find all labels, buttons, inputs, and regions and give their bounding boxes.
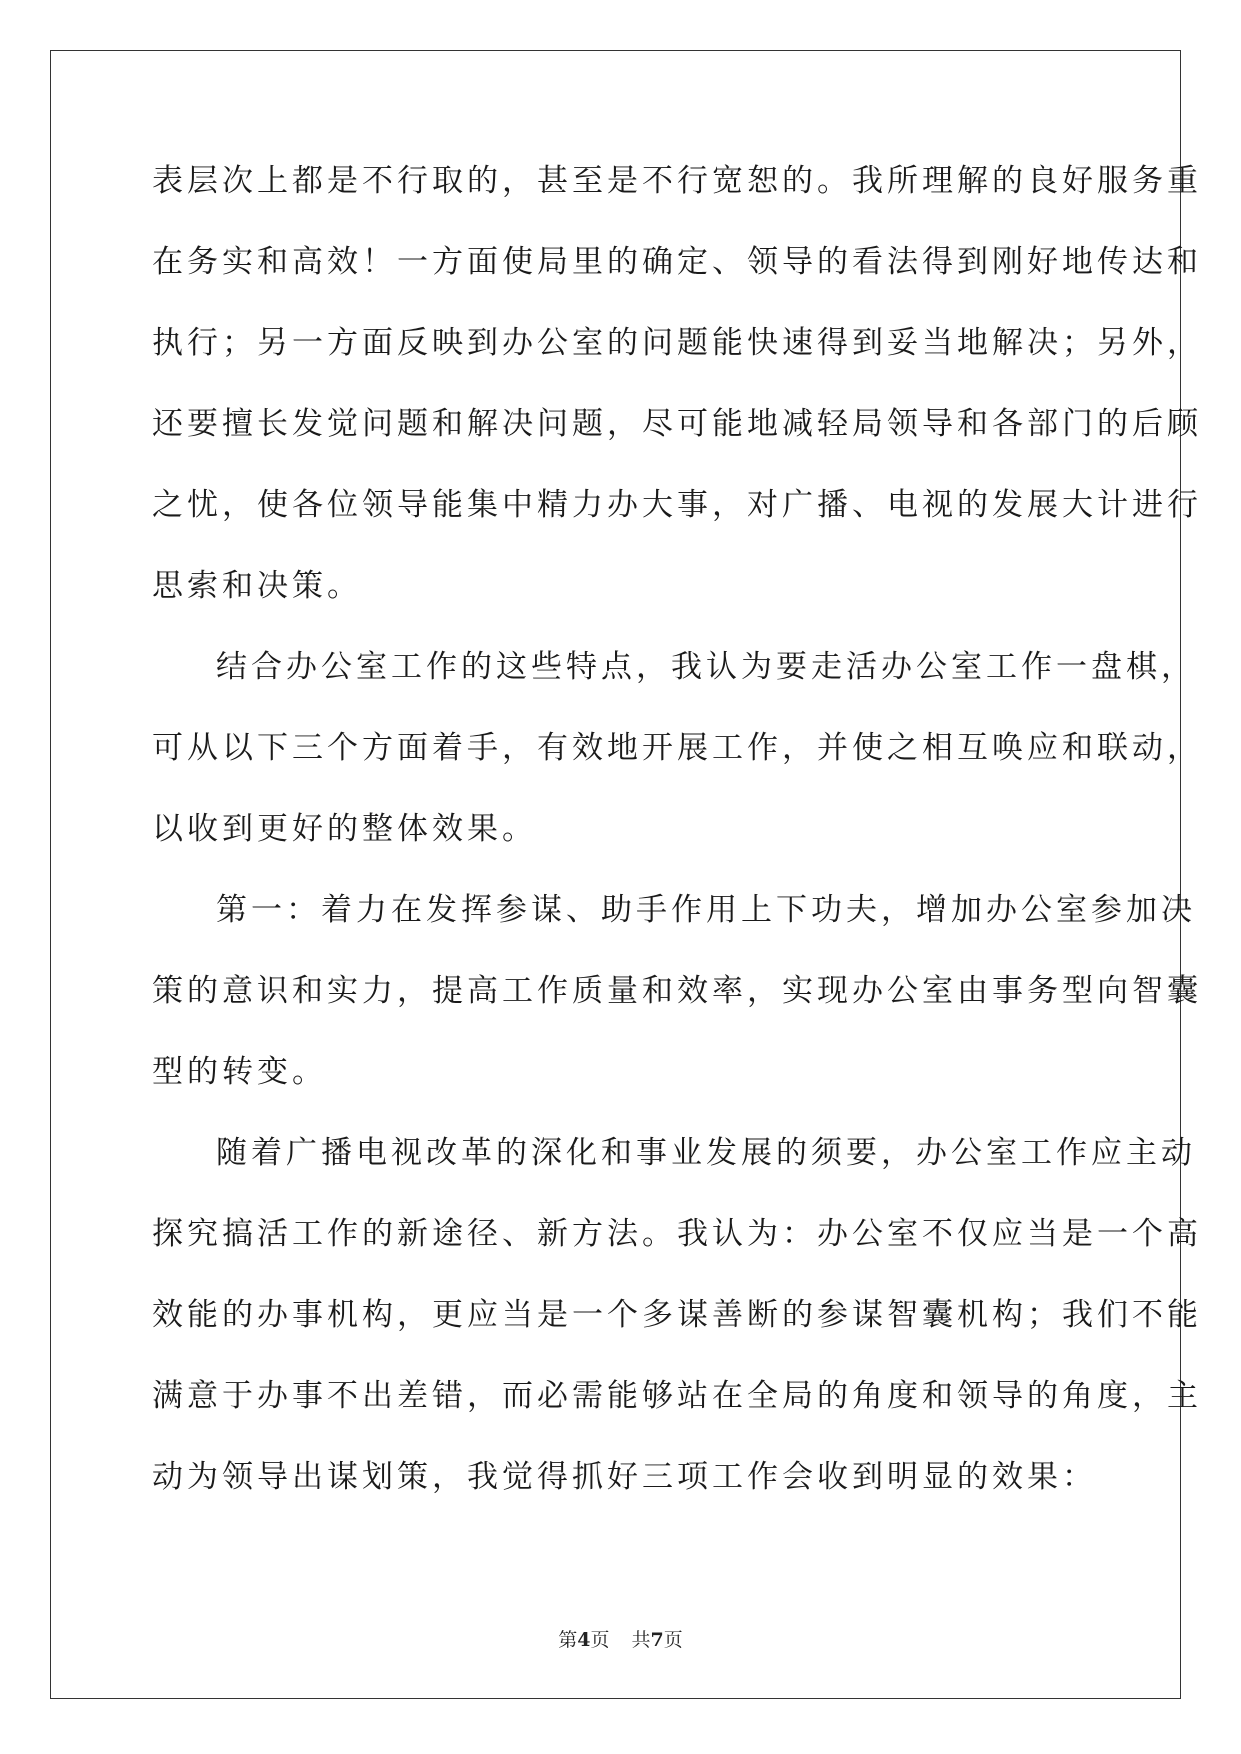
document-body — [152, 160, 1202, 1537]
page-suffix: 页 — [590, 1629, 610, 1651]
text-line: 可从以下三个方面着手，有效地开展工作，并使之相互唤应和联动， — [152, 730, 1202, 766]
text-line: 探究搞活工作的新途径、新方法。我认为：办公室不仅应当是一个高 — [152, 1216, 1202, 1252]
page-prefix: 第 — [558, 1629, 578, 1651]
text-line: 表层次上都是不行取的，甚至是不行宽恕的。我所理解的良好服务重 — [152, 163, 1202, 199]
text-line: 思索和决策。 — [152, 568, 362, 604]
text-line: 以收到更好的整体效果。 — [152, 811, 537, 847]
text-line: 在务实和高效！一方面使局里的确定、领导的看法得到刚好地传达和 — [152, 244, 1202, 280]
total-pages-number: 7 — [650, 1629, 664, 1651]
page-footer — [0, 1625, 1241, 1652]
text-line: 还要擅长发觉问题和解决问题，尽可能地减轻局领导和各部门的后顾 — [152, 406, 1202, 442]
text-line: 型的转变。 — [152, 1054, 327, 1090]
text-line: 随着广播电视改革的深化和事业发展的须要，办公室工作应主动 — [216, 1135, 1196, 1171]
text-line: 执行；另一方面反映到办公室的问题能快速得到妥当地解决；另外， — [152, 325, 1202, 361]
text-line: 策的意识和实力，提高工作质量和效率，实现办公室由事务型向智囊 — [152, 973, 1202, 1009]
text-line: 第一：着力在发挥参谋、助手作用上下功夫，增加办公室参加决 — [216, 892, 1196, 928]
text-line: 满意于办事不出差错，而必需能够站在全局的角度和领导的角度，主 — [152, 1378, 1202, 1414]
total-suffix: 页 — [663, 1629, 683, 1651]
text-line: 效能的办事机构，更应当是一个多谋善断的参谋智囊机构；我们不能 — [152, 1297, 1202, 1333]
current-page-number: 4 — [577, 1629, 591, 1651]
text-line: 动为领导出谋划策，我觉得抓好三项工作会收到明显的效果： — [152, 1459, 1097, 1495]
text-line: 结合办公室工作的这些特点，我认为要走活办公室工作一盘棋， — [216, 649, 1196, 685]
text-line: 之忧，使各位领导能集中精力办大事，对广播、电视的发展大计进行 — [152, 487, 1202, 523]
total-prefix: 共 — [631, 1629, 651, 1651]
